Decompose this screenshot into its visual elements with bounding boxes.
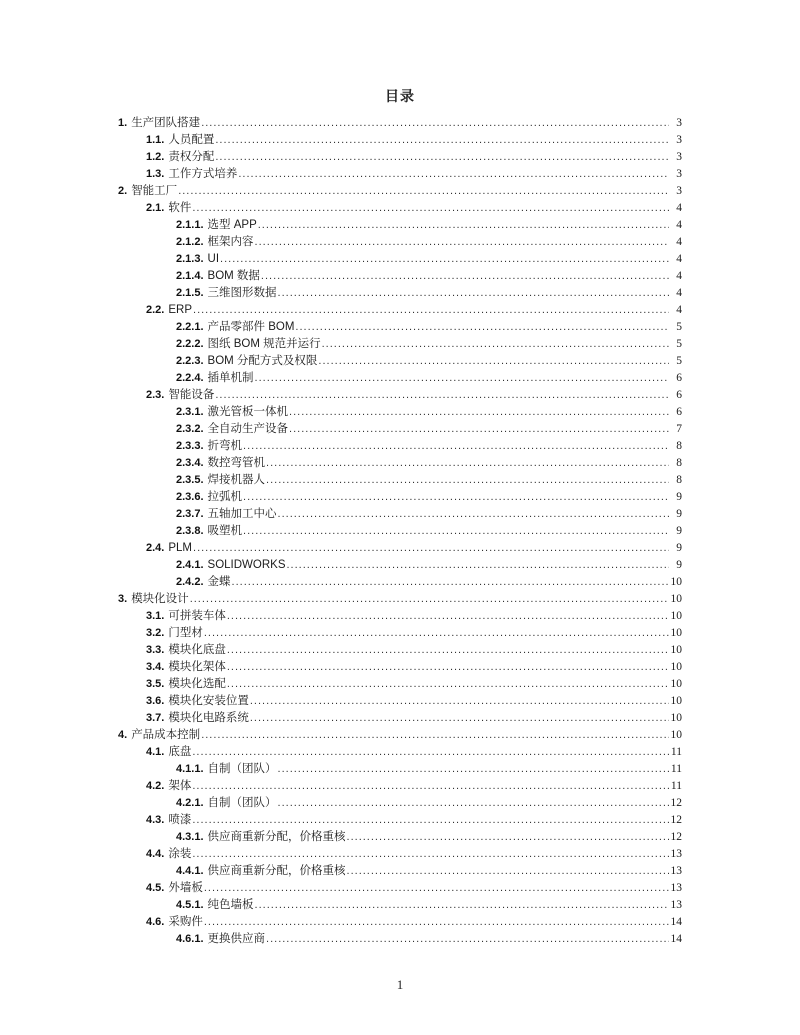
toc-entry-page: 3: [676, 185, 682, 197]
toc-dot-leader: [347, 829, 669, 846]
toc-entry-label: BOM 分配方式及权限: [207, 355, 318, 367]
toc-entry-label: 生产团队搭建: [131, 117, 201, 129]
toc-dot-leader: [261, 268, 669, 285]
toc-entry-label: BOM 数据: [207, 270, 260, 282]
toc-entry-label: SOLIDWORKS: [207, 559, 286, 571]
toc-entry[interactable]: [118, 251, 682, 268]
toc-entry-label: 纯色墙板: [207, 899, 254, 911]
toc-dot-leader: [227, 659, 669, 676]
toc-entry[interactable]: [118, 557, 682, 574]
toc-entry-label: 模块化架体: [168, 661, 226, 673]
toc-entry-page: 7: [676, 423, 682, 435]
toc-dot-leader: [190, 591, 669, 608]
toc-entry-number: 4.1.: [146, 746, 165, 758]
toc-dot-leader: [243, 438, 669, 455]
toc-entry[interactable]: [118, 217, 682, 234]
toc-entry-page: 11: [670, 763, 682, 775]
toc-dot-leader: [193, 302, 669, 319]
toc-entry-page: 3: [676, 117, 682, 129]
toc-list: [118, 115, 682, 948]
toc-entry-number: 3.4.: [146, 661, 165, 673]
toc-entry-number: 2.2.1.: [176, 321, 204, 333]
toc-entry-number: 2.4.1.: [176, 559, 204, 571]
toc-entry[interactable]: [118, 455, 682, 472]
toc-entry-label: 金蝶: [207, 576, 231, 588]
toc-entry-label: 门型材: [168, 627, 203, 639]
toc-entry[interactable]: [118, 115, 682, 132]
toc-entry-number: 1.1.: [146, 134, 165, 146]
toc-entry-label: 焊接机器人: [207, 474, 266, 486]
toc-dot-leader: [220, 251, 669, 268]
toc-entry-number: 2.: [118, 185, 128, 197]
toc-entry-number: 3.2.: [146, 627, 165, 639]
toc-dot-leader: [295, 319, 669, 336]
toc-entry-number: 4.2.1.: [176, 797, 204, 809]
toc-entry-page: 6: [676, 372, 682, 384]
toc-dot-leader: [192, 846, 669, 863]
toc-entry[interactable]: [118, 183, 682, 200]
toc-entry-label: 模块化电路系统: [168, 712, 249, 724]
toc-entry-label: 折弯机: [207, 440, 243, 452]
toc-entry[interactable]: [118, 863, 682, 880]
toc-dot-leader: [232, 574, 669, 591]
toc-entry-label: 底盘: [168, 746, 192, 758]
toc-entry-page: 4: [676, 287, 682, 299]
toc-dot-leader: [278, 285, 669, 302]
toc-entry-page: 12: [670, 831, 682, 843]
toc-entry-page: 4: [676, 253, 682, 265]
toc-entry[interactable]: [118, 897, 682, 914]
toc-entry-label: 人员配置: [168, 134, 215, 146]
toc-dot-leader: [250, 693, 669, 710]
footer-page-number: 1: [396, 977, 404, 992]
toc-entry-label: 模块化底盘: [168, 644, 226, 656]
toc-entry[interactable]: [118, 846, 682, 863]
toc-entry-page: 5: [676, 355, 682, 367]
toc-entry-label: 智能工厂: [131, 185, 178, 197]
toc-entry-label: 供应商重新分配，价格重核: [207, 831, 346, 843]
toc-entry-number: 4.1.1.: [176, 763, 204, 775]
toc-dot-leader: [204, 625, 669, 642]
toc-dot-leader: [318, 353, 669, 370]
toc-entry-page: 5: [676, 338, 682, 350]
toc-entry[interactable]: [118, 795, 682, 812]
toc-entry-page: 10: [670, 695, 682, 707]
toc-entry-number: 2.3.2.: [176, 423, 204, 435]
toc-entry-page: 10: [670, 644, 682, 656]
toc-entry-number: 2.4.: [146, 542, 165, 554]
toc-entry-label: 智能设备: [168, 389, 215, 401]
toc-dot-leader: [255, 234, 669, 251]
toc-entry[interactable]: [118, 829, 682, 846]
toc-dot-leader: [347, 863, 669, 880]
toc-dot-leader: [192, 200, 669, 217]
toc-entry[interactable]: [118, 761, 682, 778]
toc-entry[interactable]: [118, 574, 682, 591]
toc-entry[interactable]: [118, 234, 682, 251]
toc-entry-label: 供应商重新分配，价格重核: [207, 865, 346, 877]
toc-entry[interactable]: [118, 608, 682, 625]
toc-entry-number: 4.2.: [146, 780, 165, 792]
toc-entry-number: 3.6.: [146, 695, 165, 707]
toc-dot-leader: [243, 523, 669, 540]
toc-entry[interactable]: [118, 336, 682, 353]
toc-entry-number: 4.3.1.: [176, 831, 204, 843]
toc-entry-label: 软件: [168, 202, 192, 214]
toc-entry-number: 2.2.2.: [176, 338, 204, 350]
toc-entry-number: 2.3.8.: [176, 525, 204, 537]
toc-entry-number: 2.1.: [146, 202, 165, 214]
toc-entry-page: 10: [670, 729, 682, 741]
toc-entry-number: 2.3.7.: [176, 508, 204, 520]
toc-entry-page: 12: [670, 814, 682, 826]
toc-entry-page: 13: [670, 882, 682, 894]
toc-entry-page: 9: [676, 491, 682, 503]
toc-entry-page: 13: [670, 899, 682, 911]
toc-entry-label: 数控弯管机: [207, 457, 266, 469]
toc-dot-leader: [278, 506, 669, 523]
toc-entry-label: 更换供应商: [207, 933, 266, 945]
toc-entry-label: 拉弧机: [207, 491, 243, 503]
toc-entry-page: 6: [676, 406, 682, 418]
toc-entry[interactable]: [118, 132, 682, 149]
toc-entry[interactable]: [118, 693, 682, 710]
toc-entry-number: 2.3.3.: [176, 440, 204, 452]
toc-dot-leader: [266, 931, 669, 948]
toc-dot-leader: [266, 455, 669, 472]
toc-entry-page: 10: [670, 661, 682, 673]
toc-entry-page: 9: [676, 542, 682, 554]
toc-entry-label: 选型 APP: [207, 219, 257, 231]
toc-entry-label: 自制（团队）: [207, 797, 277, 809]
toc-dot-leader: [322, 336, 669, 353]
toc-entry-page: 12: [670, 797, 682, 809]
toc-entry-label: 全自动生产设备: [207, 423, 289, 435]
toc-entry-page: 14: [670, 933, 682, 945]
toc-entry-label: 采购件: [168, 916, 203, 928]
toc-entry[interactable]: [118, 370, 682, 387]
toc-entry-number: 1.: [118, 117, 128, 129]
toc-entry-label: 插单机制: [207, 372, 254, 384]
toc-entry[interactable]: [118, 812, 682, 829]
toc-entry-number: 3.1.: [146, 610, 165, 622]
toc-entry-number: 2.3.6.: [176, 491, 204, 503]
toc-entry-label: 模块化设计: [131, 593, 189, 605]
toc-entry-number: 4.3.: [146, 814, 165, 826]
toc-dot-leader: [238, 166, 669, 183]
page-title: 目录: [385, 88, 415, 104]
toc-dot-leader: [250, 710, 669, 727]
toc-entry-number: 4.5.: [146, 882, 165, 894]
toc-entry[interactable]: [118, 727, 682, 744]
toc-entry-number: 4.: [118, 729, 128, 741]
toc-dot-leader: [266, 472, 669, 489]
toc-entry-page: 11: [670, 780, 682, 792]
toc-entry-label: ERP: [168, 304, 193, 316]
toc-entry[interactable]: [118, 438, 682, 455]
toc-entry[interactable]: [118, 523, 682, 540]
toc-entry-label: 图纸 BOM 规范并运行: [207, 338, 321, 350]
toc-entry-number: 2.4.2.: [176, 576, 204, 588]
toc-entry-page: 10: [670, 593, 682, 605]
toc-entry-number: 2.3.1.: [176, 406, 204, 418]
toc-entry[interactable]: [118, 642, 682, 659]
toc-entry-page: 10: [670, 610, 682, 622]
toc-entry-label: 模块化安装位置: [168, 695, 249, 707]
toc-dot-leader: [289, 421, 669, 438]
toc-entry-number: 3.7.: [146, 712, 165, 724]
toc-entry-number: 1.3.: [146, 168, 165, 180]
toc-entry-page: 4: [676, 202, 682, 214]
toc-dot-leader: [201, 115, 669, 132]
toc-entry-number: 2.3.4.: [176, 457, 204, 469]
toc-entry[interactable]: [118, 676, 682, 693]
toc-entry-page: 4: [676, 236, 682, 248]
toc-entry-label: 产品零部件 BOM: [207, 321, 295, 333]
toc-entry[interactable]: [118, 149, 682, 166]
toc-entry-label: PLM: [168, 542, 193, 554]
toc-entry-page: 9: [676, 508, 682, 520]
toc-entry-page: 11: [670, 746, 682, 758]
toc-dot-leader: [204, 880, 669, 897]
toc-entry-label: 五轴加工中心: [207, 508, 277, 520]
toc-entry[interactable]: [118, 472, 682, 489]
toc-dot-leader: [255, 370, 669, 387]
toc-entry-page: 3: [676, 168, 682, 180]
toc-dot-leader: [289, 404, 669, 421]
toc-entry-label: 喷漆: [168, 814, 192, 826]
toc-entry-page: 10: [670, 576, 682, 588]
toc-entry-page: 14: [670, 916, 682, 928]
toc-dot-leader: [204, 914, 669, 931]
toc-dot-leader: [258, 217, 669, 234]
toc-entry-label: 责权分配: [168, 151, 215, 163]
toc-entry-number: 2.1.3.: [176, 253, 204, 265]
toc-entry-number: 3.3.: [146, 644, 165, 656]
toc-entry[interactable]: [118, 914, 682, 931]
toc-entry-page: 8: [676, 457, 682, 469]
toc-entry-label: 架体: [168, 780, 192, 792]
toc-dot-leader: [227, 608, 669, 625]
toc-dot-leader: [201, 727, 669, 744]
toc-dot-leader: [215, 387, 669, 404]
toc-entry[interactable]: [118, 166, 682, 183]
toc-entry-number: 4.6.1.: [176, 933, 204, 945]
toc-entry-number: 4.4.1.: [176, 865, 204, 877]
toc-entry[interactable]: [118, 489, 682, 506]
toc-entry-page: 5: [676, 321, 682, 333]
toc-entry-label: 框架内容: [207, 236, 254, 248]
toc-entry[interactable]: [118, 591, 682, 608]
toc-entry[interactable]: [118, 710, 682, 727]
toc-entry-number: 2.3.5.: [176, 474, 204, 486]
toc-entry-label: 产品成本控制: [131, 729, 201, 741]
toc-entry[interactable]: [118, 506, 682, 523]
toc-entry-page: 13: [670, 865, 682, 877]
toc-entry-number: 4.5.1.: [176, 899, 204, 911]
toc-entry-number: 2.1.5.: [176, 287, 204, 299]
toc-entry[interactable]: [118, 931, 682, 948]
toc-entry-label: 外墙板: [168, 882, 203, 894]
toc-entry-page: 3: [676, 151, 682, 163]
toc-entry[interactable]: [118, 285, 682, 302]
toc-entry-page: 9: [676, 525, 682, 537]
toc-dot-leader: [227, 676, 669, 693]
toc-entry-page: 13: [670, 848, 682, 860]
toc-dot-leader: [278, 795, 669, 812]
toc-entry-page: 4: [676, 304, 682, 316]
toc-dot-leader: [192, 812, 669, 829]
toc-entry-label: 可拼装车体: [168, 610, 226, 622]
toc-dot-leader: [287, 557, 670, 574]
toc-dot-leader: [227, 642, 669, 659]
toc-entry[interactable]: [118, 421, 682, 438]
toc-dot-leader: [278, 761, 669, 778]
toc-entry[interactable]: [118, 404, 682, 421]
toc-entry-number: 2.1.1.: [176, 219, 204, 231]
toc-entry[interactable]: [118, 319, 682, 336]
toc-entry-page: 8: [676, 440, 682, 452]
toc-entry-number: 3.: [118, 593, 128, 605]
toc-entry-label: 自制（团队）: [207, 763, 277, 775]
toc-entry-label: 三维图形数据: [207, 287, 277, 299]
toc-entry[interactable]: [118, 659, 682, 676]
toc-entry-number: 4.4.: [146, 848, 165, 860]
toc-dot-leader: [215, 132, 669, 149]
toc-entry-page: 4: [676, 219, 682, 231]
toc-entry-number: 2.3.: [146, 389, 165, 401]
toc-entry-number: 4.6.: [146, 916, 165, 928]
toc-entry-number: 2.1.2.: [176, 236, 204, 248]
toc-entry-page: 3: [676, 134, 682, 146]
toc-entry-page: 10: [670, 712, 682, 724]
toc-entry[interactable]: [118, 744, 682, 761]
toc-entry-page: 10: [670, 678, 682, 690]
toc-entry-label: UI: [207, 253, 220, 265]
toc-entry-label: 工作方式培养: [168, 168, 238, 180]
toc-entry[interactable]: [118, 387, 682, 404]
toc-entry-number: 2.2.3.: [176, 355, 204, 367]
toc-entry-number: 3.5.: [146, 678, 165, 690]
toc-entry-label: 模块化选配: [168, 678, 226, 690]
toc-entry-page: 10: [670, 627, 682, 639]
toc-entry-page: 8: [676, 474, 682, 486]
toc-entry[interactable]: [118, 880, 682, 897]
toc-entry[interactable]: [118, 353, 682, 370]
toc-entry-number: 2.2.: [146, 304, 165, 316]
toc-entry-label: 涂装: [168, 848, 192, 860]
toc-entry-label: 吸塑机: [207, 525, 243, 537]
toc-entry-page: 4: [676, 270, 682, 282]
toc-dot-leader: [193, 540, 669, 557]
toc-entry[interactable]: [118, 625, 682, 642]
toc-entry[interactable]: [118, 200, 682, 217]
toc-entry-number: 2.1.4.: [176, 270, 204, 282]
toc-dot-leader: [192, 778, 669, 795]
toc-dot-leader: [178, 183, 669, 200]
toc-entry-page: 6: [676, 389, 682, 401]
toc-entry-number: 2.2.4.: [176, 372, 204, 384]
toc-entry-page: 9: [676, 559, 682, 571]
toc-dot-leader: [255, 897, 669, 914]
toc-entry-number: 1.2.: [146, 151, 165, 163]
toc-entry[interactable]: [118, 302, 682, 319]
toc-entry-label: 激光管板一体机: [207, 406, 289, 418]
toc-entry[interactable]: [118, 540, 682, 557]
toc-entry[interactable]: [118, 268, 682, 285]
toc-dot-leader: [215, 149, 669, 166]
toc-dot-leader: [243, 489, 669, 506]
toc-dot-leader: [192, 744, 669, 761]
toc-entry[interactable]: [118, 778, 682, 795]
